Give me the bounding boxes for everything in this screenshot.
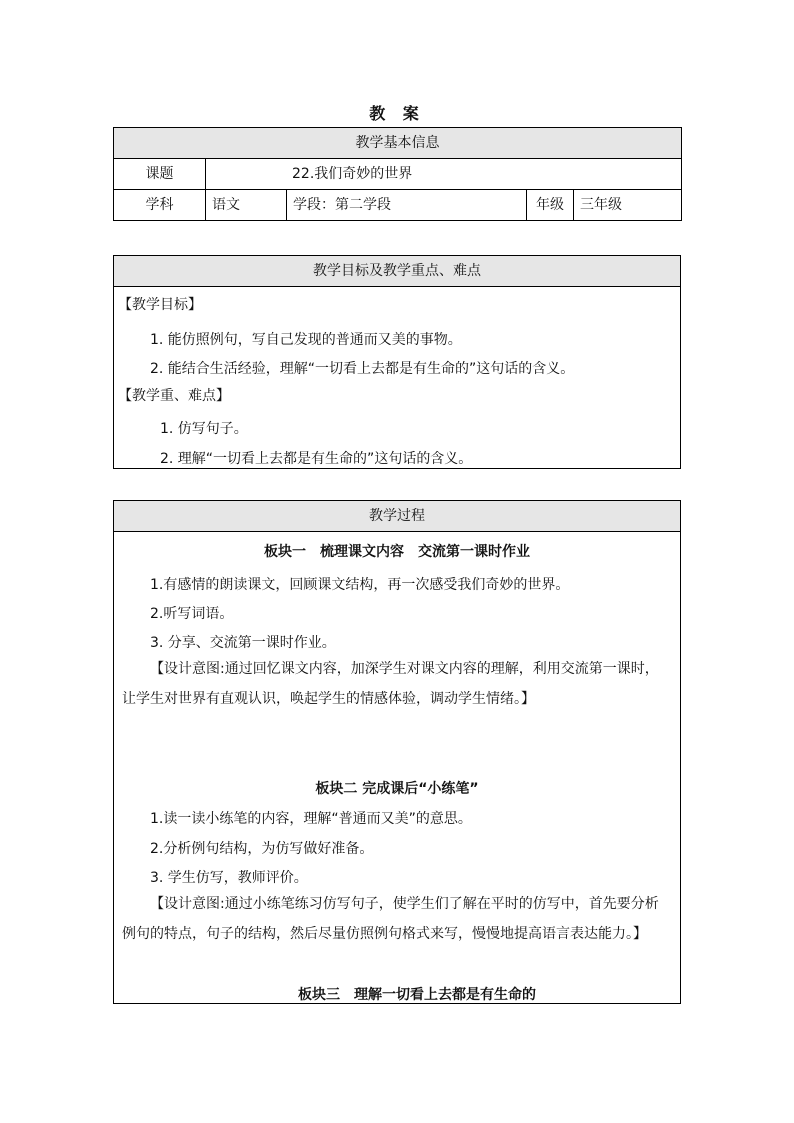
document-title: 教 案 [369, 104, 425, 123]
block3-title: 板块三 理解一切看上去都是有生命的 [298, 987, 536, 1003]
block2-item: 2.分析例句结构，为仿写做好准备。 [150, 841, 374, 857]
goals-header: 教学目标及教学重点、难点 [114, 256, 680, 287]
key-points-heading: 【教学重、难点】 [118, 388, 230, 404]
objectives-heading: 【教学目标】 [118, 297, 202, 313]
block1-item: 1.有感情的朗读课文，回顾课文结构，再一次感受我们奇妙的世界。 [150, 577, 570, 593]
basic-info-header: 教学基本信息 [114, 128, 682, 159]
block1-design-intent: 【设计意图:通过回忆课文内容，加深学生对课文内容的理解，利用交流第一课时，让学生对世界有直观认识，唤起学生的情感体验，调动学生情绪。】 [122, 661, 659, 707]
block1-item: 2.听写词语。 [150, 606, 234, 622]
objective-item: 1. 能仿照例句，写自己发现的普通而又美的事物。 [150, 332, 462, 348]
grade-label: 年级 [527, 190, 574, 221]
stage-value: 学段：第二学段 [287, 190, 527, 221]
block2-title: 板块二 完成课后“小练笔” [315, 781, 479, 797]
block2-item: 1.读一读小练笔的内容，理解“普通而又美”的意思。 [150, 811, 472, 827]
subject-value: 语文 [206, 190, 287, 221]
key-point-item: 1. 仿写句子。 [160, 421, 248, 437]
process-section [113, 500, 681, 1004]
grade-value: 三年级 [574, 190, 682, 221]
subject-label: 学科 [114, 190, 206, 221]
process-header: 教学过程 [114, 501, 680, 532]
block1-title: 板块一 梳理课文内容 交流第一课时作业 [264, 544, 530, 560]
key-point-item: 2. 理解“一切看上去都是有生命的”这句话的含义。 [160, 451, 473, 467]
block2-design-intent: 【设计意图:通过小练笔练习仿写句子，使学生们了解在平时的仿写中，首先要分析例句的特点，句子的结构，然后尽量仿照例句格式来写，慢慢地提高语言表达能力。】 [122, 896, 659, 942]
objective-item: 2. 能结合生活经验，理解“一切看上去都是有生命的”这句话的含义。 [150, 361, 575, 377]
topic-value: 22.我们奇妙的世界 [206, 159, 682, 190]
basic-info-table [113, 127, 682, 221]
block2-item: 3. 学生仿写，教师评价。 [150, 870, 308, 886]
topic-label: 课题 [114, 159, 206, 190]
block1-item: 3. 分享、交流第一课时作业。 [150, 635, 336, 651]
goals-section [113, 255, 681, 469]
